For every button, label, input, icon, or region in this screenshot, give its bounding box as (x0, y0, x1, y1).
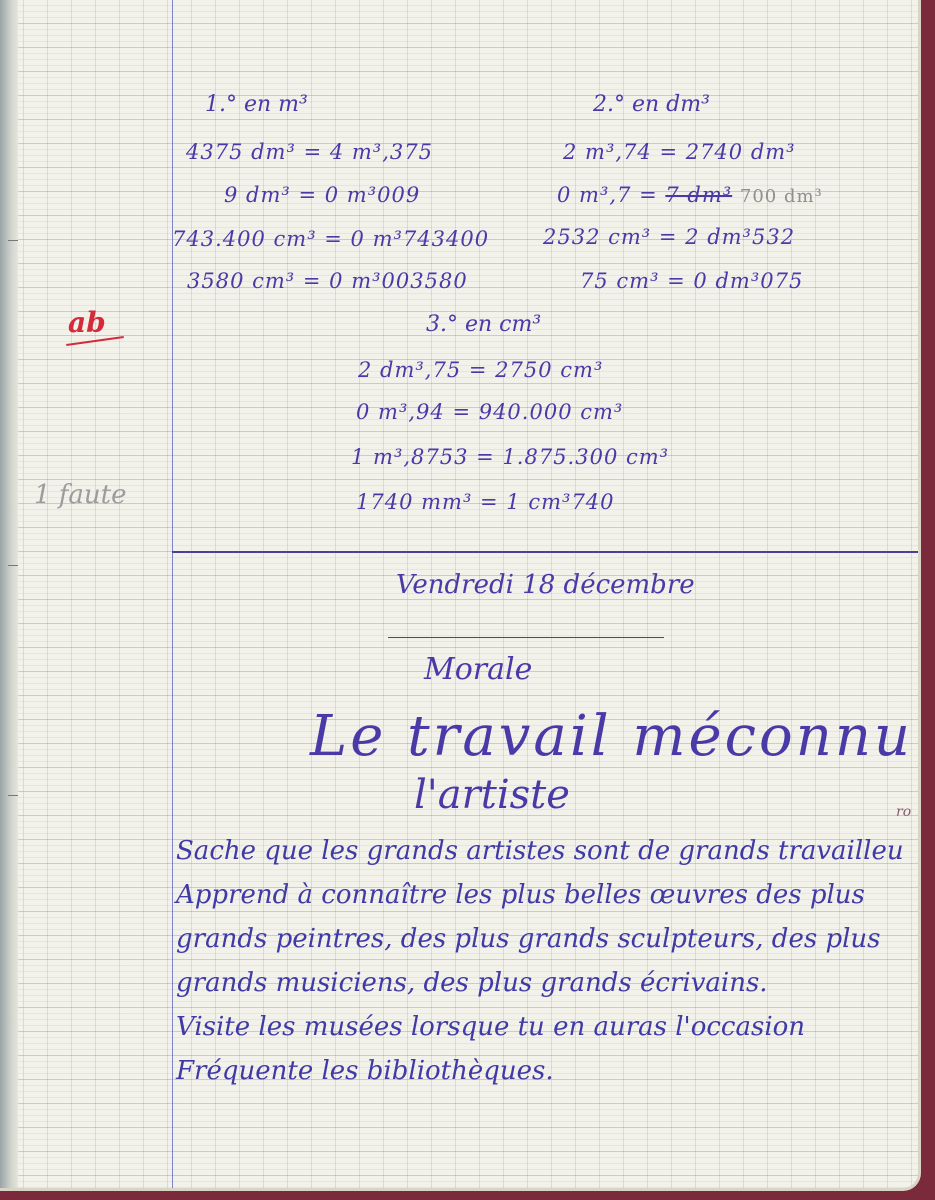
binding-mark (8, 565, 18, 566)
lesson-date: Vendredi 18 décembre (396, 570, 695, 600)
exercise3-line-1: 2 dm³,75 = 2750 cm³ (358, 358, 604, 382)
exercise2-line-1: 2 m³,74 = 2740 dm³ (563, 140, 796, 164)
exercise3-line-4: 1740 mm³ = 1 cm³740 (356, 490, 615, 514)
exercise1-line-3: 743.400 cm³ = 0 m³743400 (172, 227, 490, 251)
struck-answer: 7 dm³ (665, 183, 733, 207)
exercise2-line-2-left: 0 m³,7 = (557, 183, 658, 207)
exercise1-header: 1.° en m³ (205, 92, 308, 117)
lesson-line-6: Fréquente les bibliothèques. (176, 1056, 554, 1086)
margin-correction: ro (896, 804, 912, 820)
lesson-line-5: Visite les musées lorsque tu en auras l'occasion (176, 1012, 806, 1042)
lesson-line-2: Apprend à connaître les plus belles œuvres des plus (176, 880, 865, 910)
margin-line (172, 0, 173, 1188)
lesson-subtitle: l'artiste (414, 772, 570, 818)
date-underline (388, 637, 664, 638)
lesson-line-1: Sache que les grands artistes sont de grands travailleu (176, 836, 904, 866)
exercise3-line-2: 0 m³,94 = 940.000 cm³ (356, 400, 624, 424)
exercise3-line-3: 1 m³,8753 = 1.875.300 cm³ (351, 445, 670, 469)
exercise1-line-4: 3580 cm³ = 0 m³003580 (187, 269, 468, 293)
exercise2-line-3: 2532 cm³ = 2 dm³532 (543, 225, 796, 249)
exercise1-line-2: 9 dm³ = 0 m³009 (224, 183, 421, 207)
lesson-line-3: grands peintres, des plus grands sculpteurs, des plus (176, 924, 881, 954)
binding-mark (8, 795, 18, 796)
pencil-correction: 700 dm³ (739, 186, 823, 207)
exercise2-header: 2.° en dm³ (593, 92, 710, 117)
error-count-note: 1 faute (34, 480, 127, 510)
exercise1-line-1: 4375 dm³ = 4 m³,375 (186, 140, 433, 164)
lesson-line-4: grands musiciens, des plus grands écrivains. (176, 968, 768, 998)
lesson-title: Le travail méconnu (310, 704, 913, 769)
binding-mark (8, 240, 18, 241)
exercise3-header: 3.° en cm³ (426, 312, 542, 337)
teacher-grade: ab (68, 306, 106, 339)
lesson-subject: Morale (424, 652, 533, 687)
page-binding (0, 0, 18, 1188)
exercise2-line-4: 75 cm³ = 0 dm³075 (580, 269, 804, 293)
exercise2-line-2 (557, 183, 823, 207)
section-divider (172, 551, 920, 553)
